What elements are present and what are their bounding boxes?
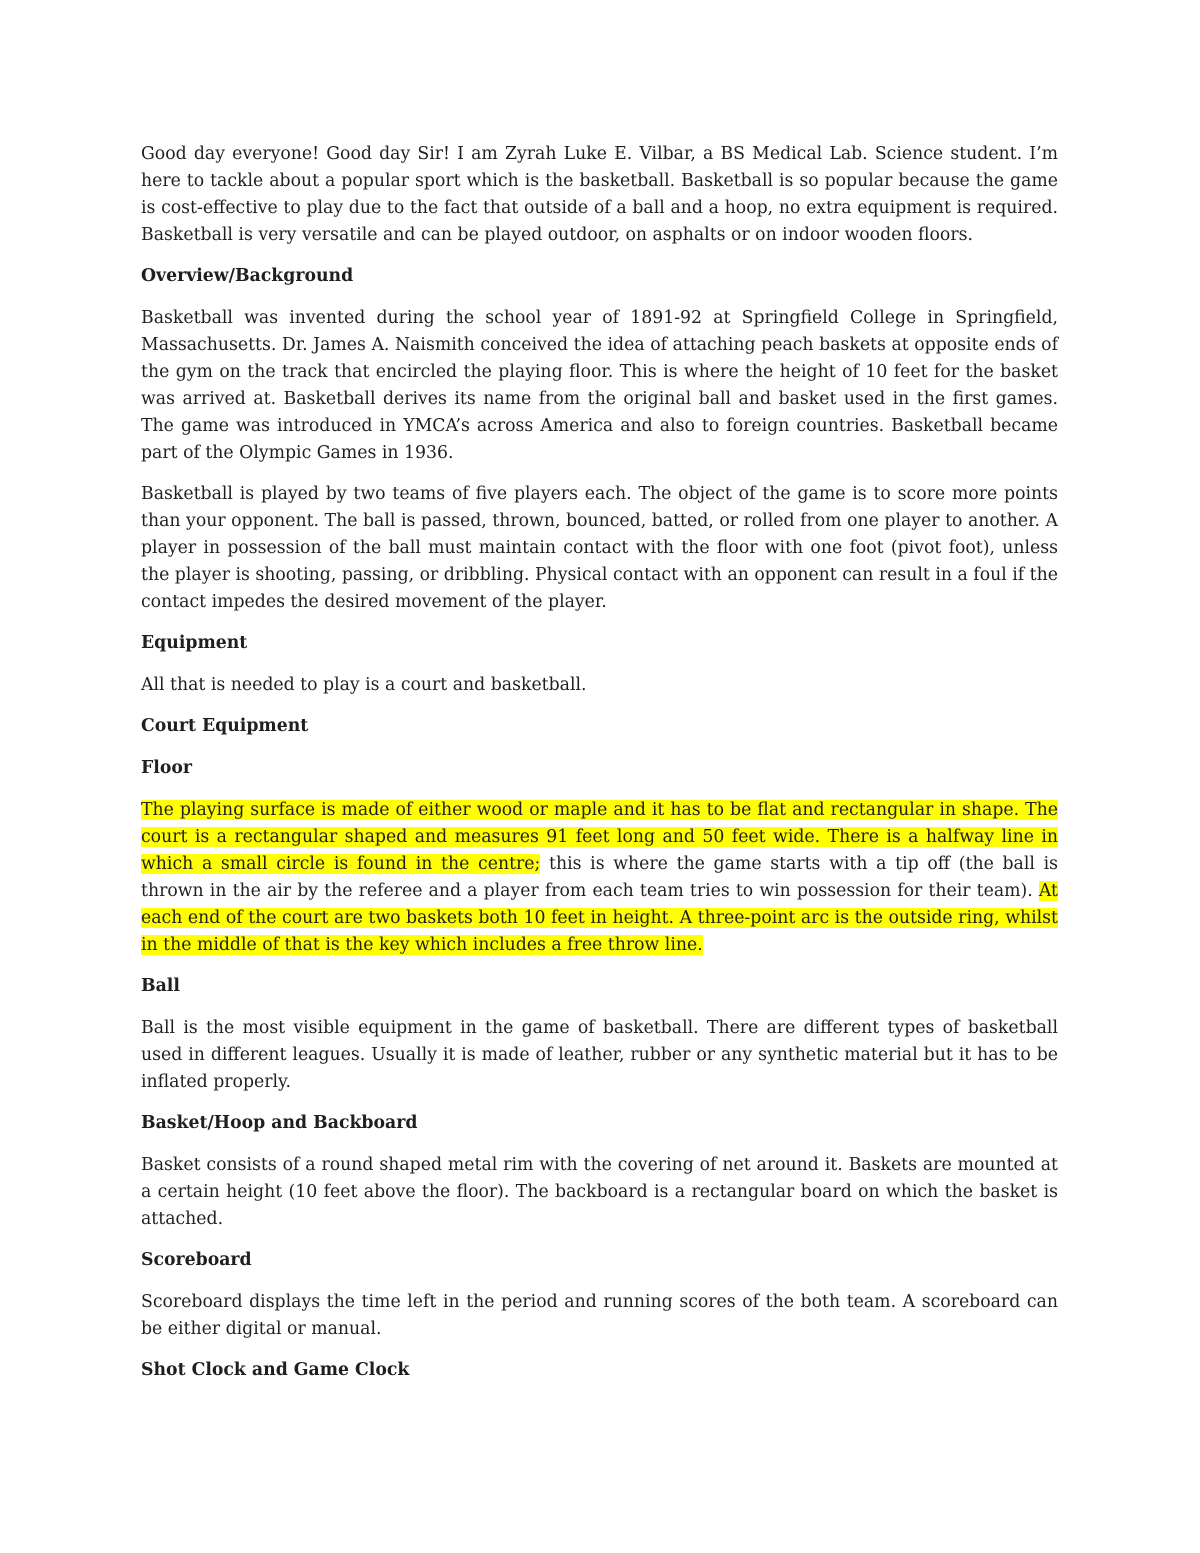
overview-paragraph-1: Basketball was invented during the school year of 1891-92 at Springfield College in Springfield, Massachusetts. Dr. James A. Naismith conceived the idea of attaching peach baskets at opposite ends of the gym on the track that encircled the playing floor. This is where the height of 10 feet for the basket was arrived at. Basketball derives its name from the original ball and basket used in the first games. The game was introduced in YMCA’s across America and also to foreign countries. Basketball became part of the Olympic Games in 1936. <box>141 308 1058 463</box>
overview-paragraph-2: Basketball is played by two teams of five players each. The object of the game is to score more points than your opponent. The ball is passed, thrown, bounced, batted, or rolled from one player to another. A player in possession of the ball must maintain contact with the floor with one foot (pivot foot), unless the player is shooting, passing, or dribbling. Physical contact with an opponent can result in a foul if the contact impedes the desired movement of the player. <box>141 484 1058 612</box>
highlighted-text-2: At each end of the court are two baskets both 10 feet in height. A three-point arc is the outside ring, whilst in the middle of that is the key which includes a free throw line. <box>141 881 1058 955</box>
plain-text: this is where the game starts with a tip off (the ball is thrown in the air by the referee and a player from each team tries to win possession for their team). <box>141 854 1058 901</box>
floor-paragraph <box>141 797 1058 959</box>
heading-shot-clock: Shot Clock and Game Clock <box>141 1360 410 1380</box>
heading-overview: Overview/Background <box>141 266 354 286</box>
ball-paragraph: Ball is the most visible equipment in the game of basketball. There are different types of basketball used in different leagues. Usually it is made of leather, rubber or any synthetic material but it has to be inflated properly. <box>141 1018 1058 1092</box>
heading-equipment: Equipment <box>141 633 248 653</box>
heading-floor: Floor <box>141 758 192 778</box>
heading-scoreboard: Scoreboard <box>141 1250 252 1270</box>
intro-paragraph: Good day everyone! Good day Sir! I am Zyrah Luke E. Vilbar, a BS Medical Lab. Science student. I’m here to tackle about a popular sport which is the basketball. Basketball is so popular because the game is cost-effective to play due to the fact that outside of a ball and a hoop, no extra equipment is required. Basketball is very versatile and can be played outdoor, on asphalts or on indoor wooden floors. <box>141 144 1058 245</box>
heading-basket: Basket/Hoop and Backboard <box>141 1113 418 1133</box>
heading-court-equipment: Court Equipment <box>141 716 309 736</box>
highlighted-text-1: The playing surface is made of either wood or maple and it has to be flat and rectangular in shape. The court is a rectangular shaped and measures 91 feet long and 50 feet wide. There is a halfway line in which a small circle is found in the centre; <box>141 800 1058 874</box>
equipment-paragraph: All that is needed to play is a court and basketball. <box>141 675 587 695</box>
scoreboard-paragraph: Scoreboard displays the time left in the period and running scores of the both team. A scoreboard can be either digital or manual. <box>141 1292 1058 1339</box>
basket-paragraph: Basket consists of a round shaped metal rim with the covering of net around it. Baskets are mounted at a certain height (10 feet above the floor). The backboard is a rectangular board on which the basket is attached. <box>141 1155 1058 1229</box>
document-page <box>141 141 1058 1399</box>
heading-ball: Ball <box>141 976 180 996</box>
